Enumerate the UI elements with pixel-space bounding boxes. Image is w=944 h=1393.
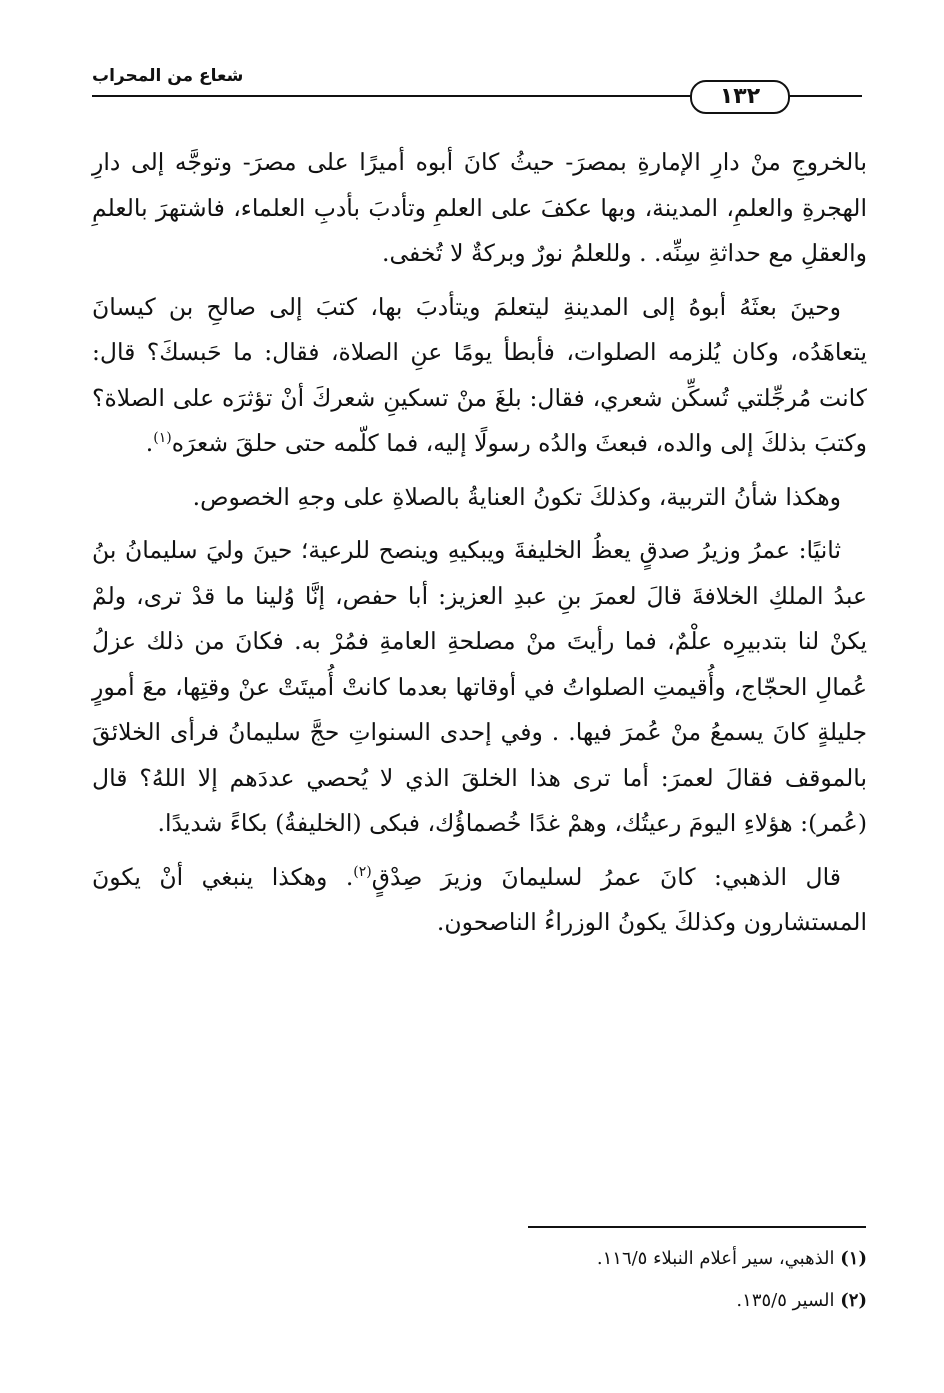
paragraph-continuation [92, 140, 867, 277]
paragraph-text: وحينَ بعثَهُ أبوهُ إلى المدينةِ ليتعلمَ ويتأدبَ بها، كتبَ إلى صالحِ بن كيسانَ يتعاهَدُه، وكان يُلزمه الصلوات، فأبطأ يومًا عنِ الصلاة، فقال: ما حَبسكَ؟ قال: كانت مُرجِّلتي تُسكِّن شعري، فقال: بلغَ منْ تسكينِ شعركَ أنْ تؤثرَه على الصلاة؟ وكتبَ بذلكَ إلى والده، فبعثَ والدُه رسولًا إليه، فما كلّمه حتى حلقَ شعرَه [92, 292, 867, 457]
footnote-mark: (٢) [840, 1290, 867, 1311]
paragraph-second-point [92, 528, 867, 847]
paragraph-text: وهكذا شأنُ التربية، وكذلكَ تكونُ العنايةُ بالصلاةِ على وجهِ الخصوص. [192, 482, 841, 511]
footnote-1 [92, 1238, 867, 1280]
paragraph-text: بالخروجِ منْ دارِ الإمارةِ بمصرَ- حيثُ كانَ أبوه أميرًا على مصرَ- وتوجَّه إلى دارِ الهجرةِ والعلمِ، المدينة، وبها عكفَ على العلمِ وتأدبَ بأدبِ العلماء، فاشتهرَ بالعلمِ والعقلِ مع حداثةِ سِنِّه. . وللعلمُ نورٌ وبركةٌ لا تُخفى. [92, 148, 867, 267]
book-title: شعاع من المحراب [92, 66, 244, 86]
paragraph-ibn-kaysan [92, 285, 867, 467]
footnote-separator [528, 1226, 866, 1228]
main-text [92, 140, 867, 954]
paragraph-tail: . [145, 429, 154, 457]
footnotes [92, 1238, 867, 1322]
paragraph-upbringing [92, 475, 867, 521]
footnote-ref-2[interactable]: (٢) [353, 863, 372, 880]
paragraph-tail: . وهكذا ينبغي أنْ يكونَ المستشارون وكذلكَ يكونُ الوزراءُ الناصحون. [92, 862, 867, 936]
footnote-mark: (١) [840, 1248, 867, 1269]
footnote-2 [92, 1280, 867, 1322]
footnote-text: السير ١٣٥/٥. [736, 1290, 841, 1311]
paragraph-dhahabi [92, 855, 867, 946]
paragraph-text: قال الذهبي: كانَ عمرُ لسليمانَ وزيرَ صِدْقٍ [371, 862, 841, 891]
paragraph-text: ثانيًا: عمرُ وزيرُ صدقٍ يعظُ الخليفةَ ويبكيهِ وينصح للرعية؛ حينَ وليَ سليمانُ بنُ عبدُ الملكِ الخلافةَ قالَ لعمرَ بنِ عبدِ العزيز: أبا حفص، إنَّا وُلينا ما قدْ ترى، ولمْ يكنْ لنا بتدبيرِه علْمٌ، فما رأيتَ منْ مصلحةِ العامةِ فمُرْ به. فكانَ من ذلك عزلُ عُمالِ الحجّاج، وأُقيمتِ الصلواتُ في أوقاتها بعدما كانتْ أُميتَتْ عنْ وقتِها، معَ أمورٍ جليلةٍ كانَ يسمعُ منْ عُمرَ فيها. . وفي إحدى السنواتِ حجَّ سليمانُ فرأى الخلائقَ بالموقف فقالَ لعمرَ: أما ترى هذا الخلقَ الذي لا يُحصي عددَهم إلا اللهُ؟ قال (عُمر): هؤلاءِ اليومَ رعيتُك، وهمْ غدًا خُصماؤُك، فبكى (الخليفةُ) بكاءً شديدًا. [92, 536, 867, 837]
footnote-ref-1[interactable]: (١) [153, 430, 172, 447]
page-number: ١٣٢ [690, 80, 790, 114]
footnote-text: الذهبي، سير أعلام النبلاء ١١٦/٥. [596, 1248, 841, 1269]
